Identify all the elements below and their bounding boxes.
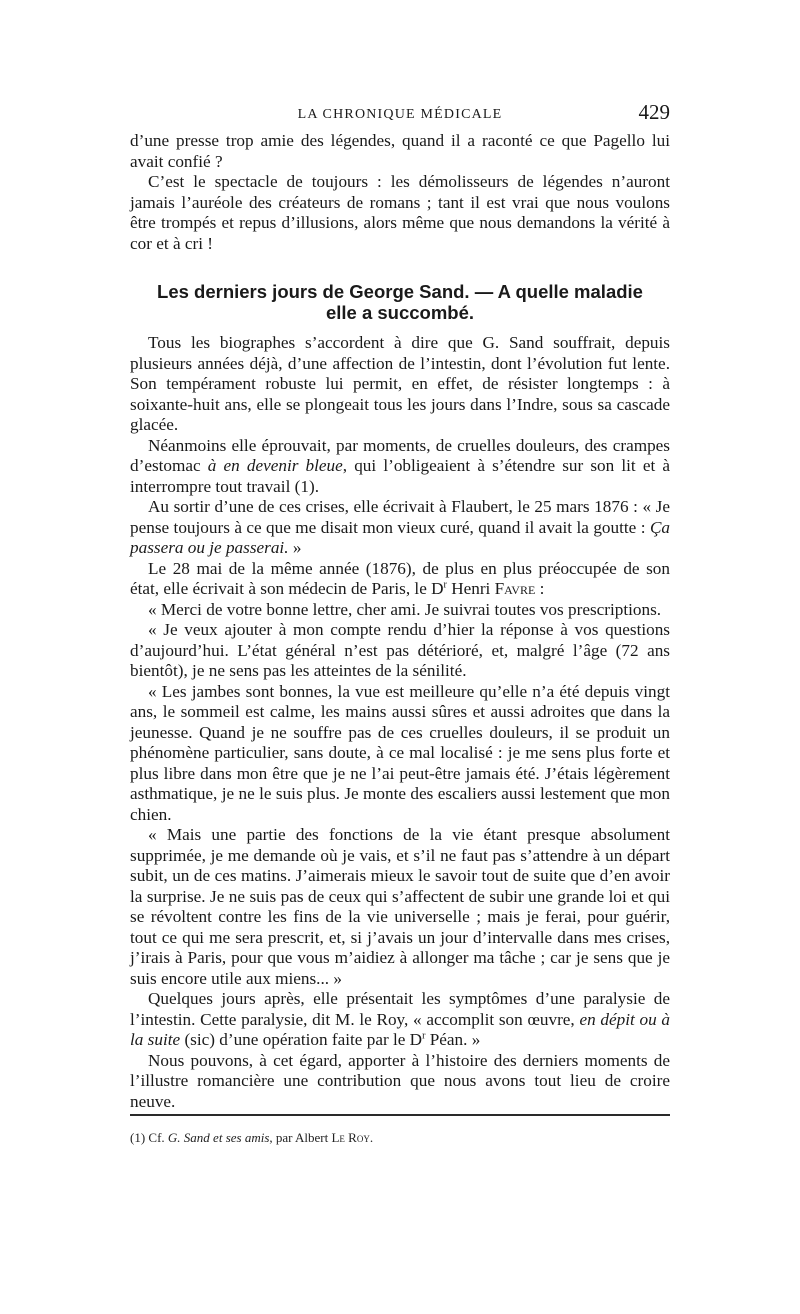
smallcaps-name: Favre [494, 579, 536, 598]
text-run: Néanmoins elle éprouvait, par moments, de cruelles douleurs, des crampes d’estomac [130, 435, 670, 475]
footnote-marker: (1) Cf. [130, 1130, 168, 1145]
text-run: , qui l’obligeaient à s’étendre sur son lit et à interrompre tout travail (1). [130, 456, 670, 496]
paragraph: Tous les biographes s’accordent à dire que G. Sand souffrait, depuis plusieurs années déjà, d’une affection de l’intestin, dont l’évolution fut lente. Son tempérament robuste lui permit, en effet, de résister longtemps : à soixante-huit ans, elle se plongeait tous les jours dans l’Indre, sous sa cascade glacée. [130, 333, 670, 434]
paragraph: Nous pouvons, à cet égard, apporter à l’histoire des derniers moments de l’illustre romancière une contribution que nous avons tout lieu de croire neuve. [130, 1050, 670, 1111]
paragraph [130, 989, 670, 1051]
text-run: Péan. » [425, 1030, 481, 1049]
paragraph: d’une presse trop amie des légendes, quand il a raconté ce que Pagello lui avait confié ? [130, 131, 670, 171]
article-body [130, 333, 670, 1112]
italic-text: en dépit ou à la suite [130, 1009, 671, 1049]
text-run: Henri [446, 579, 495, 598]
section-title-line: Les derniers jours de George Sand. — A quelle maladie [157, 281, 643, 302]
running-head [130, 100, 670, 130]
paragraph: C’est le spectacle de toujours : les démolisseurs de légendes n’auront jamais l’auréole des créateurs de romans ; tant il est vrai que nous voulons être trompés et repus d’illusions, alors même que nous demandons la vérité à cor et à cri ! [130, 172, 670, 253]
section-title [130, 281, 670, 323]
superscript: r [443, 579, 447, 591]
text-run: » [288, 538, 302, 557]
text-run: Quelques jours après, elle présentait les symptômes d’une paralysie de l’intestin. Cette paralysie, dit M. le Roy, « accomplit son œuvre, [130, 989, 670, 1029]
footnote-author: Le Roy [331, 1130, 370, 1145]
section-title-line: elle a succombé. [325, 302, 475, 323]
italic-text: Ça passera ou je passerai. [130, 517, 670, 557]
footnote-title: G. Sand et ses amis [167, 1130, 270, 1145]
paragraph [130, 497, 670, 559]
opening-text [130, 131, 670, 254]
text-run: (sic) d’une opération faite par le D [180, 1030, 423, 1049]
paragraph: « Merci de votre bonne lettre, cher ami. Je suivrai toutes vos prescriptions. [148, 599, 662, 619]
running-title: LA CHRONIQUE MÉDICALE [297, 107, 503, 122]
page-number: 429 [638, 100, 670, 124]
text-run: , par Albert [269, 1130, 332, 1145]
text-run: Au sortir d’une de ces crises, elle écrivait à Flaubert, le 25 mars 1876 : « Je pense toujours à ce que me disait mon vieux curé, quand il avait la goutte : [130, 497, 670, 537]
text-run: : [535, 579, 545, 598]
paragraph: « Je veux ajouter à mon compte rendu d’hier la réponse à vos questions d’aujourd’hui. L’état général n’est pas détérioré, et, malgré l’âge (72 ans bientôt), je ne sens pas les atteintes de la sénilité. [130, 620, 670, 680]
paragraph: « Mais une partie des fonctions de la vie étant presque absolument supprimée, je me demande où je vais, et s’il ne faut pas s’attendre à un départ subit, un de ces matins. J’aimerais mieux le savoir tout de suite que d’en avoir la surprise. Je ne suis pas de ceux qui s’affectent de subir une grande loi et qui se révoltent contre les fins de la vie universelle ; mais je ferai, pour guérir, tout ce qui me sera prescrit, et, si j’avais un jour d’intervalle dans mes crises, j’irais à Paris, pour que vous m’aidiez à allonger ma tâche ; car je sens que je suis encore utile aux miens... » [130, 825, 670, 988]
footnote-rule [130, 1114, 670, 1116]
paragraph: « Les jambes sont bonnes, la vue est meilleure qu’elle n’a été depuis vingt ans, le sommeil est calme, les mains aussi sûres et aussi adroites que dans la jeunesse. Quand je ne souffre pas de ces cruelles douleurs, il se produit un phénomène particulier, sans doute, à ce mal localisé : je me sens plus forte et plus libre dans mon être que je ne l’ai peut-être jamais été. J’étais légèrement asthmatique, je ne le suis plus. Je monte des escaliers aussi lestement que mon chien. [130, 681, 670, 824]
paragraph [130, 436, 670, 498]
text-run: . [369, 1130, 374, 1145]
text-run: Le 28 mai de la même année (1876), de plus en plus préoccupée de son état, elle écrivait à son médecin de Paris, le D [130, 558, 670, 598]
italic-text: à en devenir bleue [207, 456, 343, 475]
superscript: r [422, 1030, 426, 1042]
paragraph [130, 559, 670, 600]
footnote [130, 1130, 670, 1146]
